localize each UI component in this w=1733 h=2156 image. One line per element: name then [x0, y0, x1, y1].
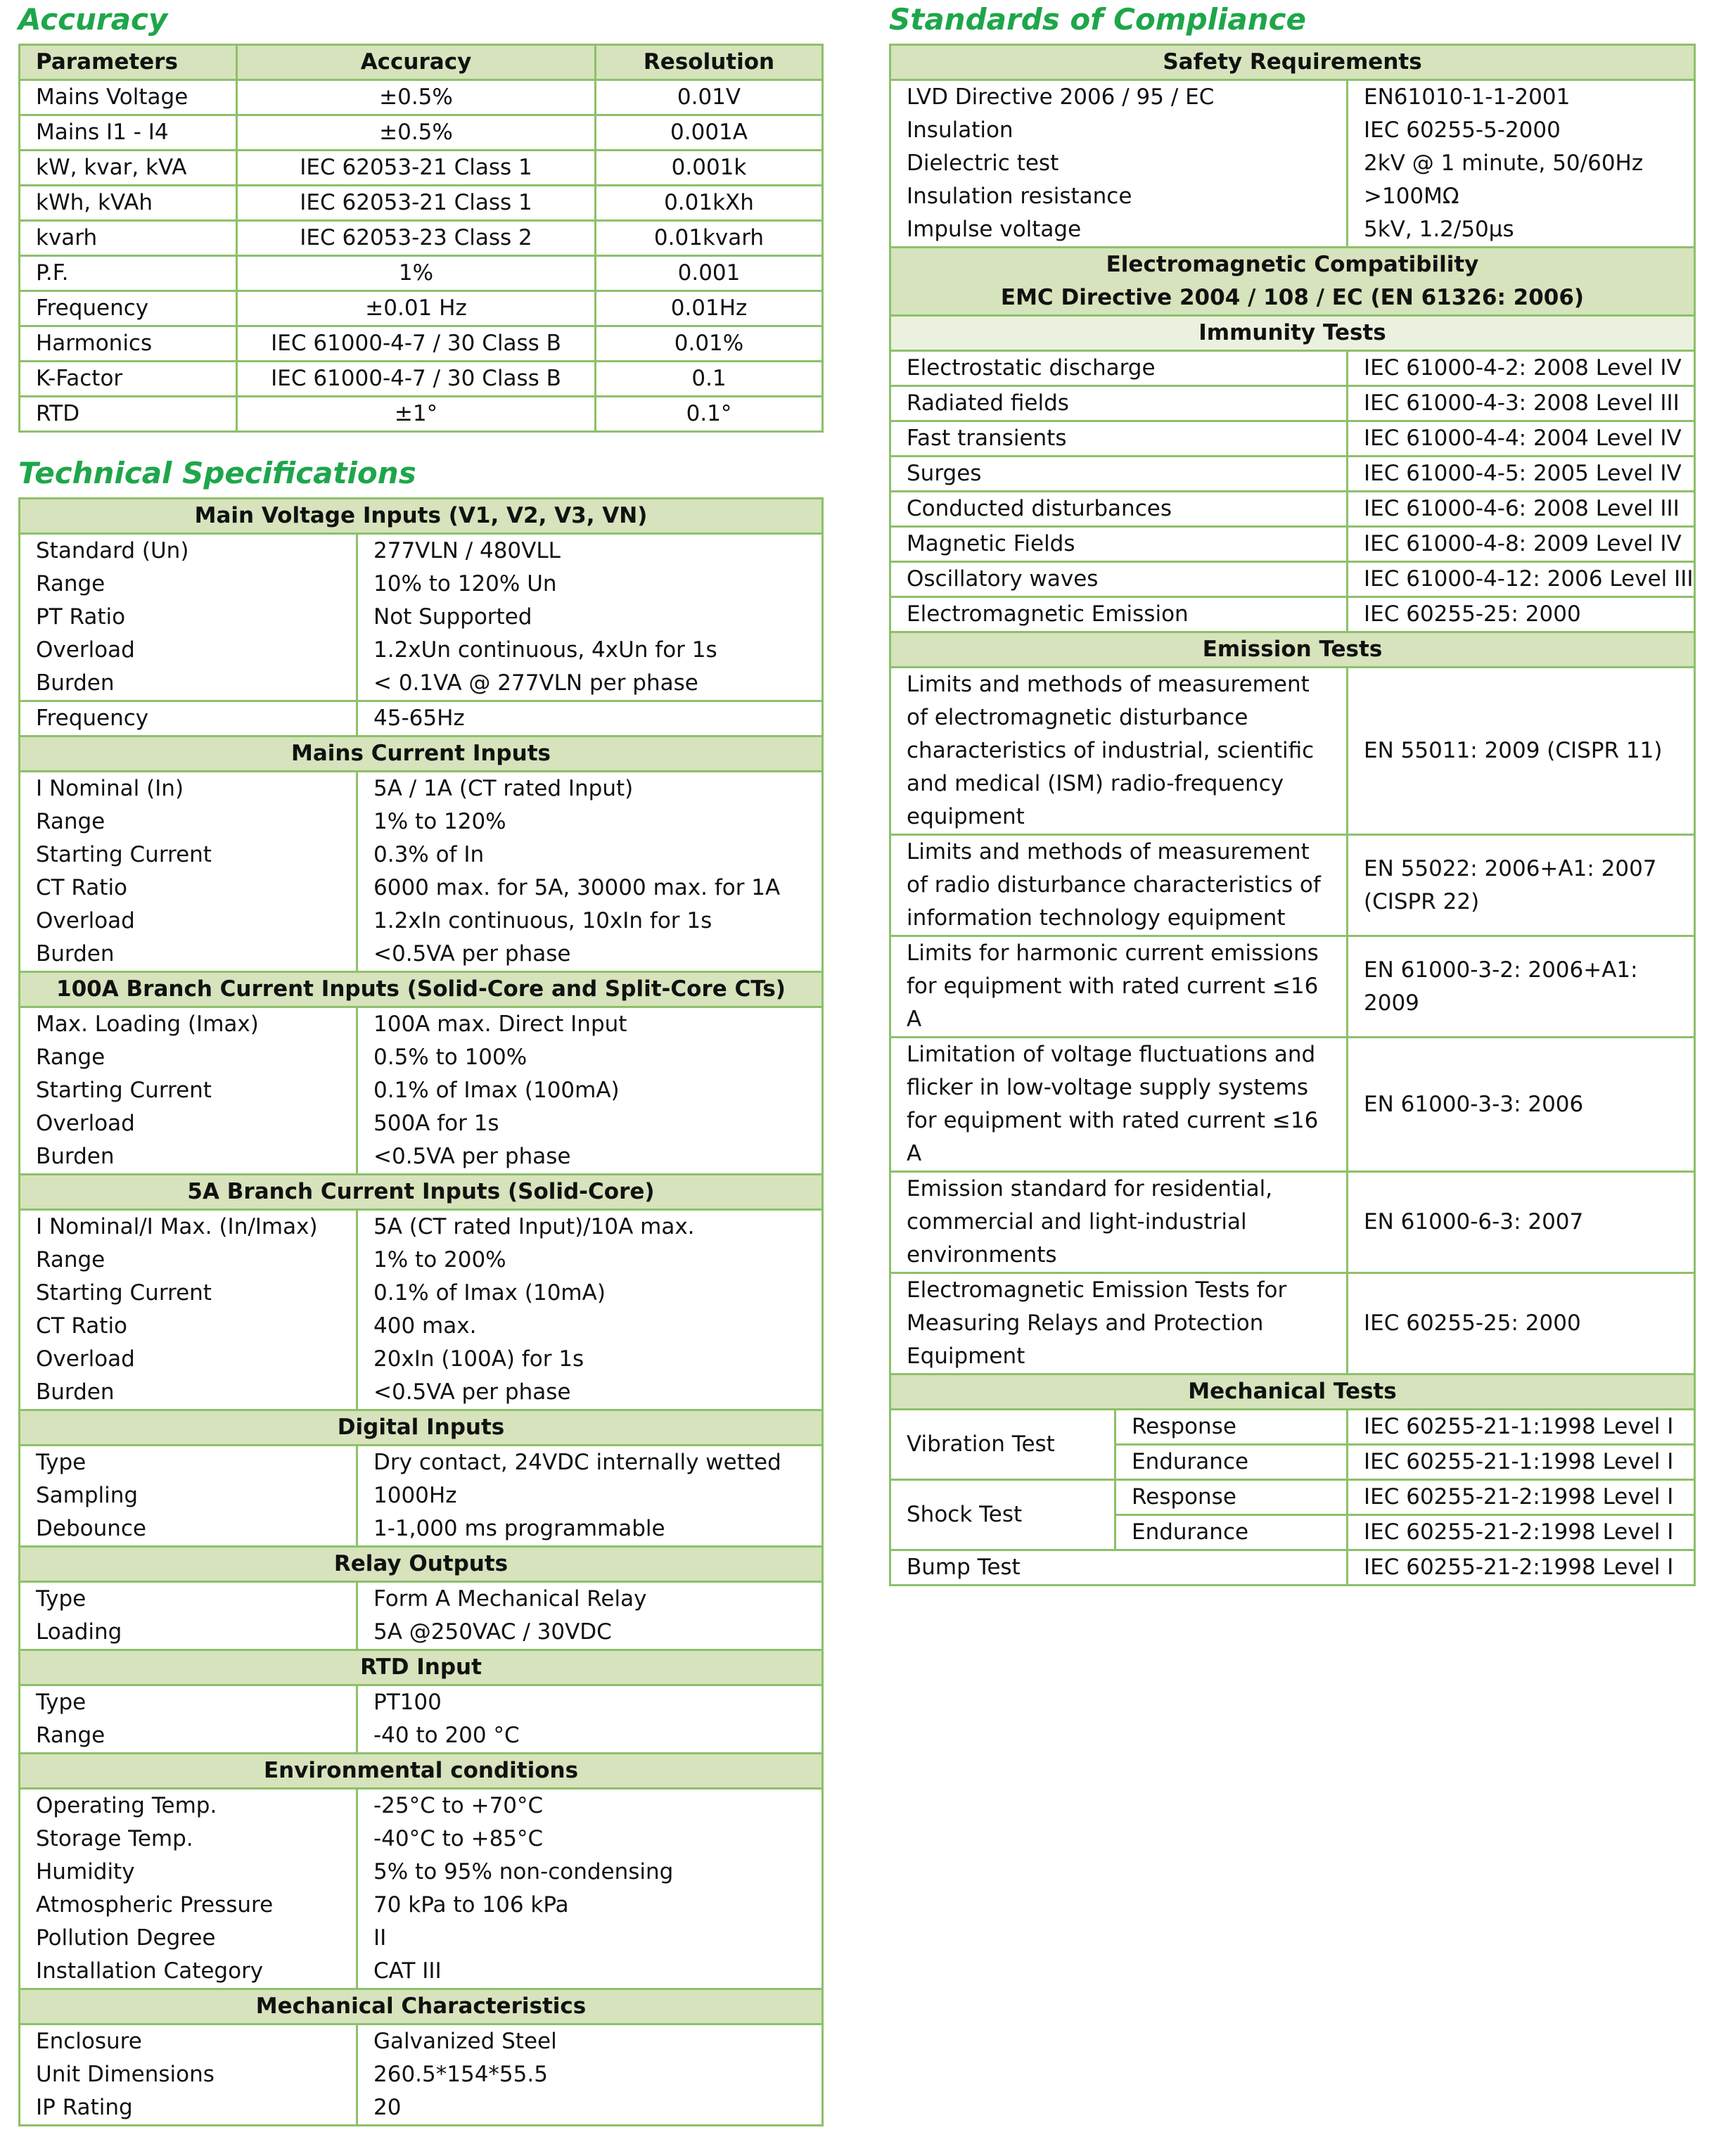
- safety-row-value: 2kV @ 1 minute, 50/60Hz: [1348, 147, 1695, 180]
- vibration-test-row: [890, 1410, 1695, 1445]
- spec-value: 1.2xUn continuous, 4xUn for 1s: [357, 634, 823, 667]
- safety-row: [890, 114, 1695, 147]
- spec-row: [20, 838, 823, 872]
- emission-row: [890, 1038, 1695, 1172]
- vibration-test-standard: IEC 60255-21-1:1998 Level I: [1348, 1445, 1695, 1480]
- spec-label: Starting Current: [36, 1078, 212, 1103]
- spec-value: 0.5% to 100%: [357, 1041, 823, 1074]
- spec-row: [20, 1512, 823, 1547]
- accuracy-resolution: 0.1: [596, 362, 823, 397]
- spec-value: 260.5*154*55.5: [357, 2058, 823, 2091]
- spec-value: 1% to 200%: [357, 1244, 823, 1277]
- accuracy-resolution: 0.01Hz: [596, 291, 823, 326]
- shock-test-label: Shock Test: [890, 1480, 1115, 1550]
- emc-title-line1: Electromagnetic Compatibility: [1106, 252, 1479, 277]
- spec-value: 1% to 120%: [357, 805, 823, 838]
- immunity-row: [890, 597, 1695, 632]
- spec-label: Atmospheric Pressure: [36, 1892, 274, 1918]
- emission-row-value: EN 61000-3-3: 2006: [1348, 1038, 1695, 1172]
- spec-value: <0.5VA per phase: [357, 1140, 823, 1175]
- immunity-row-value: IEC 61000-4-3: 2008 Level III: [1348, 386, 1695, 421]
- immunity-row-label: Electromagnetic Emission: [890, 597, 1348, 632]
- spec-row: [20, 667, 823, 701]
- spec-section-title: Mains Current Inputs: [20, 736, 823, 772]
- spec-value: -40 to 200 °C: [357, 1719, 823, 1754]
- spec-section-header: [20, 1410, 823, 1446]
- accuracy-value: IEC 62053-23 Class 2: [237, 221, 596, 256]
- accuracy-resolution: 0.1°: [596, 397, 823, 432]
- emission-title-row: [890, 632, 1695, 668]
- accuracy-row: [20, 221, 823, 256]
- emission-row-value: EN 61000-3-2: 2006+A1: 2009: [1348, 936, 1695, 1038]
- spec-row: [20, 1277, 823, 1310]
- spec-value: 45-65Hz: [357, 701, 823, 736]
- emission-row-label: Electromagnetic Emission Tests for Measuring Relays and Protection Equipment: [890, 1273, 1348, 1374]
- spec-label: Operating Temp.: [36, 1793, 217, 1818]
- spec-section-title: 100A Branch Current Inputs (Solid-Core and Split-Core CTs): [20, 972, 823, 1007]
- mechanical-title-row: [890, 1374, 1695, 1410]
- immunity-row-value: IEC 61000-4-12: 2006 Level III: [1348, 562, 1695, 597]
- safety-row-label: LVD Directive 2006 / 95 / EC: [890, 80, 1348, 115]
- safety-title: Safety Requirements: [890, 45, 1695, 80]
- spec-label: Range: [36, 1723, 105, 1748]
- accuracy-row: [20, 256, 823, 291]
- emission-row-label: Limits for harmonic current emissions for equipment with rated current ≤16 A: [890, 936, 1348, 1038]
- accuracy-parameter: kW, kvar, kVA: [20, 151, 237, 186]
- shock-test-mode: Response: [1115, 1480, 1348, 1515]
- vibration-test-mode: Response: [1115, 1410, 1348, 1445]
- spec-row: [20, 2024, 823, 2059]
- spec-row: [20, 701, 823, 736]
- safety-row: [890, 213, 1695, 248]
- bump-test-row: [890, 1550, 1695, 1586]
- right-column: [889, 0, 1694, 1586]
- spec-row: [20, 805, 823, 838]
- spec-value: 20: [357, 2091, 823, 2126]
- spec-section-header: [20, 1989, 823, 2024]
- spec-row: [20, 1210, 823, 1244]
- immunity-row-label: Surges: [890, 457, 1348, 492]
- accuracy-resolution: 0.01kXh: [596, 186, 823, 221]
- spec-label: Max. Loading (Imax): [36, 1012, 259, 1037]
- spec-label: IP Rating: [36, 2095, 133, 2120]
- emission-row-value: IEC 60255-25: 2000: [1348, 1273, 1695, 1374]
- immunity-row: [890, 421, 1695, 457]
- spec-value: PT100: [357, 1685, 823, 1720]
- spec-label: Starting Current: [36, 842, 212, 867]
- spec-row: [20, 1719, 823, 1754]
- safety-row-value: >100MΩ: [1348, 180, 1695, 213]
- spec-value: 0.1% of Imax (10mA): [357, 1277, 823, 1310]
- accuracy-col-accuracy: Accuracy: [237, 45, 596, 80]
- spec-label: Frequency: [36, 706, 149, 731]
- immunity-title-row: [890, 316, 1695, 351]
- emc-title: [890, 248, 1695, 316]
- immunity-row-label: Radiated fields: [890, 386, 1348, 421]
- spec-row: [20, 1244, 823, 1277]
- spec-section-header: [20, 1175, 823, 1210]
- emission-row-value: EN 55011: 2009 (CISPR 11): [1348, 668, 1695, 835]
- emission-row: [890, 668, 1695, 835]
- spec-label: Burden: [36, 670, 115, 696]
- spec-row: [20, 568, 823, 601]
- immunity-row-value: IEC 61000-4-2: 2008 Level IV: [1348, 351, 1695, 386]
- spec-row: [20, 1856, 823, 1889]
- accuracy-parameter: kvarh: [20, 221, 237, 256]
- spec-label: Humidity: [36, 1859, 135, 1884]
- accuracy-row: [20, 115, 823, 151]
- emission-row: [890, 936, 1695, 1038]
- spec-row: [20, 634, 823, 667]
- safety-row-value: 5kV, 1.2/50µs: [1348, 213, 1695, 248]
- spec-section-title: RTD Input: [20, 1650, 823, 1685]
- spec-value: 6000 max. for 5A, 30000 max. for 1A: [357, 872, 823, 905]
- spec-label: PT Ratio: [36, 604, 126, 630]
- spec-label: Range: [36, 1045, 105, 1070]
- spec-label: Burden: [36, 1144, 115, 1169]
- spec-label: Loading: [36, 1619, 122, 1645]
- safety-row-label: Insulation resistance: [890, 180, 1348, 213]
- accuracy-row: [20, 362, 823, 397]
- spec-value: Galvanized Steel: [357, 2024, 823, 2059]
- tech-specs-heading: Technical Specifications: [18, 456, 416, 490]
- spec-value: II: [357, 1922, 823, 1955]
- immunity-row-label: Conducted disturbances: [890, 492, 1348, 527]
- spec-row: [20, 1582, 823, 1616]
- shock-test-standard: IEC 60255-21-2:1998 Level I: [1348, 1480, 1695, 1515]
- emission-title: Emission Tests: [890, 632, 1695, 668]
- spec-label: Pollution Degree: [36, 1925, 216, 1951]
- immunity-row-label: Magnetic Fields: [890, 527, 1348, 562]
- spec-label: Starting Current: [36, 1280, 212, 1306]
- spec-label: Overload: [36, 637, 135, 663]
- spec-row: [20, 938, 823, 972]
- accuracy-parameter: Harmonics: [20, 326, 237, 362]
- accuracy-header-row: [20, 45, 823, 80]
- accuracy-row: [20, 397, 823, 432]
- immunity-row: [890, 492, 1695, 527]
- bump-test-standard: IEC 60255-21-2:1998 Level I: [1348, 1550, 1695, 1586]
- vibration-test-mode: Endurance: [1115, 1445, 1348, 1480]
- spec-section-title: 5A Branch Current Inputs (Solid-Core): [20, 1175, 823, 1210]
- accuracy-row: [20, 151, 823, 186]
- emission-row-label: Emission standard for residential, commercial and light-industrial environments: [890, 1172, 1348, 1273]
- spec-section-title: Environmental conditions: [20, 1754, 823, 1789]
- spec-label: Range: [36, 809, 105, 834]
- accuracy-parameter: RTD: [20, 397, 237, 432]
- standards-rows: [890, 45, 1695, 1586]
- spec-value: CAT III: [357, 1955, 823, 1989]
- spec-section-header: [20, 1547, 823, 1582]
- accuracy-resolution: 0.001: [596, 256, 823, 291]
- safety-title-row: [890, 45, 1695, 80]
- spec-label: Overload: [36, 908, 135, 933]
- standards-heading: Standards of Compliance: [889, 2, 1307, 37]
- immunity-row-value: IEC 61000-4-4: 2004 Level IV: [1348, 421, 1695, 457]
- spec-row: [20, 1479, 823, 1512]
- spec-row: [20, 601, 823, 634]
- tech-specs-table: [18, 497, 824, 2126]
- immunity-row: [890, 457, 1695, 492]
- accuracy-rows: [20, 80, 823, 432]
- spec-label: Storage Temp.: [36, 1826, 193, 1851]
- immunity-row: [890, 562, 1695, 597]
- safety-row-value: EN61010-1-1-2001: [1348, 80, 1695, 115]
- spec-value: 5A (CT rated Input)/10A max.: [357, 1210, 823, 1244]
- emc-title-line2: EMC Directive 2004 / 108 / EC (EN 61326: 2006): [1000, 285, 1585, 310]
- spec-row: [20, 872, 823, 905]
- spec-row: [20, 1685, 823, 1720]
- spec-row: [20, 2058, 823, 2091]
- safety-row: [890, 80, 1695, 115]
- spec-row: [20, 1955, 823, 1989]
- spec-row: [20, 1074, 823, 1107]
- spec-label: I Nominal/I Max. (In/Imax): [36, 1214, 318, 1239]
- immunity-row-label: Fast transients: [890, 421, 1348, 457]
- spec-value: -25°C to +70°C: [357, 1789, 823, 1823]
- spec-row: [20, 772, 823, 806]
- accuracy-row: [20, 80, 823, 115]
- emission-row-label: Limits and methods of measurement of electromagnetic disturbance characteristics of industrial, scientific and medical (ISM) radio-frequency equipment: [890, 668, 1348, 835]
- safety-row-label: Impulse voltage: [890, 213, 1348, 248]
- spec-value: 0.1% of Imax (100mA): [357, 1074, 823, 1107]
- accuracy-table: [18, 44, 824, 433]
- mechanical-title: Mechanical Tests: [890, 1374, 1695, 1410]
- spec-row: [20, 1107, 823, 1140]
- emc-title-row: [890, 248, 1695, 316]
- safety-row: [890, 147, 1695, 180]
- accuracy-row: [20, 186, 823, 221]
- spec-value: 1.2xIn continuous, 10xIn for 1s: [357, 905, 823, 938]
- accuracy-resolution: 0.01%: [596, 326, 823, 362]
- spec-value: 10% to 120% Un: [357, 568, 823, 601]
- immunity-row-label: Electrostatic discharge: [890, 351, 1348, 386]
- standards-table: [889, 44, 1696, 1586]
- immunity-row: [890, 351, 1695, 386]
- spec-value: 5% to 95% non-condensing: [357, 1856, 823, 1889]
- emission-row-label: Limitation of voltage fluctuations and flicker in low-voltage supply systems for equipment with rated current ≤16 A: [890, 1038, 1348, 1172]
- spec-row: [20, 1310, 823, 1343]
- accuracy-row: [20, 291, 823, 326]
- immunity-row-value: IEC 60255-25: 2000: [1348, 597, 1695, 632]
- immunity-row-value: IEC 61000-4-8: 2009 Level IV: [1348, 527, 1695, 562]
- spec-label: Overload: [36, 1346, 135, 1372]
- spec-row: [20, 1343, 823, 1376]
- spec-row: [20, 1889, 823, 1922]
- accuracy-parameter: K-Factor: [20, 362, 237, 397]
- spec-row: [20, 1823, 823, 1856]
- accuracy-resolution: 0.001A: [596, 115, 823, 151]
- spec-row: [20, 905, 823, 938]
- spec-value: <0.5VA per phase: [357, 938, 823, 972]
- spec-section-header: [20, 499, 823, 534]
- safety-row-label: Insulation: [890, 114, 1348, 147]
- spec-row: [20, 534, 823, 568]
- spec-label: Debounce: [36, 1516, 146, 1541]
- spec-value: 500A for 1s: [357, 1107, 823, 1140]
- spec-value: Dry contact, 24VDC internally wetted: [357, 1446, 823, 1480]
- spec-row: [20, 1041, 823, 1074]
- spec-label: Range: [36, 1247, 105, 1272]
- accuracy-resolution: 0.01kvarh: [596, 221, 823, 256]
- spec-label: CT Ratio: [36, 875, 128, 900]
- accuracy-value: 1%: [237, 256, 596, 291]
- spec-row: [20, 1007, 823, 1042]
- spec-value: < 0.1VA @ 277VLN per phase: [357, 667, 823, 701]
- spec-label: Burden: [36, 941, 115, 967]
- spec-label: Installation Category: [36, 1958, 264, 1984]
- spec-value: 20xIn (100A) for 1s: [357, 1343, 823, 1376]
- spec-value: Form A Mechanical Relay: [357, 1582, 823, 1616]
- vibration-test-standard: IEC 60255-21-1:1998 Level I: [1348, 1410, 1695, 1445]
- immunity-title: Immunity Tests: [890, 316, 1695, 351]
- tech-specs-rows: [20, 499, 823, 2126]
- accuracy-col-parameters: Parameters: [20, 45, 237, 80]
- immunity-row: [890, 386, 1695, 421]
- spec-value: 5A / 1A (CT rated Input): [357, 772, 823, 806]
- accuracy-value: IEC 61000-4-7 / 30 Class B: [237, 326, 596, 362]
- spec-value: 277VLN / 480VLL: [357, 534, 823, 568]
- spec-section-header: [20, 1754, 823, 1789]
- spec-value: 1000Hz: [357, 1479, 823, 1512]
- spec-value: 400 max.: [357, 1310, 823, 1343]
- emission-row: [890, 835, 1695, 936]
- accuracy-parameter: Frequency: [20, 291, 237, 326]
- spec-section-header: [20, 736, 823, 772]
- spec-label: Type: [36, 1586, 87, 1612]
- spec-section-title: Digital Inputs: [20, 1410, 823, 1446]
- spec-section-header: [20, 1650, 823, 1685]
- accuracy-col-resolution: Resolution: [596, 45, 823, 80]
- emission-row-value: EN 55022: 2006+A1: 2007 (CISPR 22): [1348, 835, 1695, 936]
- spec-row: [20, 1789, 823, 1823]
- accuracy-value: ±0.5%: [237, 115, 596, 151]
- spec-row: [20, 1616, 823, 1650]
- accuracy-heading: Accuracy: [18, 2, 168, 37]
- spec-value: -40°C to +85°C: [357, 1823, 823, 1856]
- spec-value: <0.5VA per phase: [357, 1376, 823, 1410]
- spec-label: I Nominal (In): [36, 776, 184, 801]
- spec-row: [20, 1376, 823, 1410]
- emission-row-label: Limits and methods of measurement of radio disturbance characteristics of information technology equipment: [890, 835, 1348, 936]
- spec-label: Range: [36, 571, 105, 597]
- immunity-row-label: Oscillatory waves: [890, 562, 1348, 597]
- immunity-row: [890, 527, 1695, 562]
- shock-test-standard: IEC 60255-21-2:1998 Level I: [1348, 1515, 1695, 1550]
- spec-value: 100A max. Direct Input: [357, 1007, 823, 1042]
- spec-value: 5A @250VAC / 30VDC: [357, 1616, 823, 1650]
- accuracy-row: [20, 326, 823, 362]
- shock-test-row: [890, 1480, 1695, 1515]
- immunity-row-value: IEC 61000-4-5: 2005 Level IV: [1348, 457, 1695, 492]
- accuracy-value: IEC 61000-4-7 / 30 Class B: [237, 362, 596, 397]
- spec-label: Unit Dimensions: [36, 2062, 215, 2087]
- accuracy-resolution: 0.001k: [596, 151, 823, 186]
- accuracy-parameter: P.F.: [20, 256, 237, 291]
- shock-test-mode: Endurance: [1115, 1515, 1348, 1550]
- spec-value: 70 kPa to 106 kPa: [357, 1889, 823, 1922]
- spec-label: Burden: [36, 1379, 115, 1405]
- immunity-row-value: IEC 61000-4-6: 2008 Level III: [1348, 492, 1695, 527]
- spec-row: [20, 1140, 823, 1175]
- spec-label: CT Ratio: [36, 1313, 128, 1339]
- spec-section-title: Relay Outputs: [20, 1547, 823, 1582]
- spec-value: 0.3% of In: [357, 838, 823, 872]
- left-column: [18, 0, 821, 2126]
- spec-label: Overload: [36, 1111, 135, 1136]
- safety-row-label: Dielectric test: [890, 147, 1348, 180]
- spec-label: Enclosure: [36, 2029, 142, 2054]
- accuracy-value: IEC 62053-21 Class 1: [237, 186, 596, 221]
- spec-section-title: Main Voltage Inputs (V1, V2, V3, VN): [20, 499, 823, 534]
- spec-label: Type: [36, 1450, 87, 1475]
- emission-row: [890, 1273, 1695, 1374]
- spec-row: [20, 1922, 823, 1955]
- emission-row: [890, 1172, 1695, 1273]
- accuracy-parameter: Mains I1 - I4: [20, 115, 237, 151]
- spec-row: [20, 2091, 823, 2126]
- accuracy-parameter: Mains Voltage: [20, 80, 237, 115]
- bump-test-label: Bump Test: [890, 1550, 1348, 1586]
- spec-row: [20, 1446, 823, 1480]
- accuracy-value: ±0.01 Hz: [237, 291, 596, 326]
- spec-value: 1-1,000 ms programmable: [357, 1512, 823, 1547]
- accuracy-parameter: kWh, kVAh: [20, 186, 237, 221]
- spec-label: Type: [36, 1690, 87, 1715]
- accuracy-value: IEC 62053-21 Class 1: [237, 151, 596, 186]
- accuracy-resolution: 0.01V: [596, 80, 823, 115]
- accuracy-value: ±0.5%: [237, 80, 596, 115]
- accuracy-value: ±1°: [237, 397, 596, 432]
- spec-section-header: [20, 972, 823, 1007]
- spec-label: Standard (Un): [36, 538, 189, 563]
- spec-value: Not Supported: [357, 601, 823, 634]
- spec-label: Sampling: [36, 1483, 139, 1508]
- safety-row-value: IEC 60255-5-2000: [1348, 114, 1695, 147]
- vibration-test-label: Vibration Test: [890, 1410, 1115, 1480]
- safety-row: [890, 180, 1695, 213]
- emission-row-value: EN 61000-6-3: 2007: [1348, 1172, 1695, 1273]
- spec-section-title: Mechanical Characteristics: [20, 1989, 823, 2024]
